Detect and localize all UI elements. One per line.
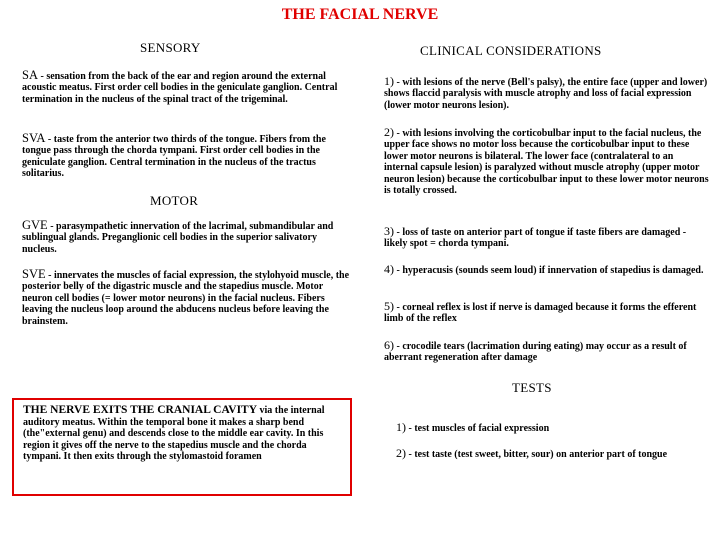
exit-text: via the internal auditory meatus. Within the temporal bone it makes a sharp bend (the"external genu) and descends close to the middle ear cavity. In this region it gives off the nerve to the stapedius muscle and the chorda tympani. It then exits through the stylomastoid foramen [23,405,325,462]
sa-text: - sensation from the back of the ear and region around the external acoustic meatus. First order cell bodies in the geniculate ganglion. Central termination in the nucleus of the spinal tract of the trigeminal. [22,71,338,105]
tests-item-2-num: 2) [396,446,406,460]
clinical-item-5-text: - corneal reflex is lost if nerve is damaged because it forms the efferent limb of the reflex [384,302,697,325]
exit-lead: THE NERVE EXITS THE CRANIAL CAVITY [23,404,258,416]
clinical-item-5 [384,301,709,325]
sensory-heading: SENSORY [140,40,201,55]
clinical-item-6 [384,340,709,364]
clinical-item-3-text: - loss of taste on anterior part of tongue if taste fibers are damaged - likely spot = chorda tympani. [384,227,687,250]
clinical-item-5-num: 5) [384,299,394,313]
clinical-item-6-num: 6) [384,338,394,352]
tests-item-2-text: - test taste (test sweet, bitter, sour) on anterior part of tongue [406,449,668,460]
clinical-heading: CLINICAL CONSIDERATIONS [420,43,602,58]
sa-tag: SA [22,68,38,82]
clinical-item-4-num: 4) [384,262,394,276]
clinical-item-1-num: 1) [384,74,394,88]
sve-block [22,269,352,327]
tests-heading: TESTS [512,380,552,395]
page-title: THE FACIAL NERVE [281,6,439,23]
clinical-item-1 [384,76,709,111]
clinical-item-3 [384,226,709,250]
gve-block [22,220,352,255]
sve-text: - innervates the muscles of facial expression, the stylohyoid muscle, the posterior belly of the digastric muscle and the stapedius muscle. Motor neuron cell bodies (= lower motor neurons) in the facial nucleus. Fibers leaving the nucleus loop around the abducens nucleus before leaving the brainstem. [22,270,350,327]
sve-tag: SVE [22,267,46,281]
sva-text: - taste from the anterior two thirds of the tongue. Fibers from the tongue pass through the chorda tympani. First order cell bodies in the geniculate ganglion. Central termination in the nucleus of the tractus solitarius. [22,134,326,180]
tests-item-1-num: 1) [396,420,406,434]
tests-item-1-text: - test muscles of facial expression [406,423,550,434]
gve-text: - parasympathetic innervation of the lacrimal, submandibular and sublingual glands. Preganglionic cell bodies in the superior salivatory nucleus. [22,221,334,255]
gve-tag: GVE [22,218,48,232]
sva-tag: SVA [22,131,46,145]
sva-block [22,133,352,180]
sa-block [22,70,352,105]
nerve-exit-box [12,398,352,496]
tests-item-1 [396,422,711,434]
clinical-item-6-text: - crocodile tears (lacrimation during eating) may occur as a result of aberrant regeneration after damage [384,341,687,364]
tests-item-2 [396,448,711,460]
clinical-item-2-num: 2) [384,125,394,139]
clinical-item-2 [384,127,709,196]
clinical-item-2-text: - with lesions involving the corticobulbar input to the facial nucleus, the upper face shows no motor loss because the corticobulbar input to these lower motor neurons is bilateral. The lower face (contralateral to an internal capsule lesion) is paralyzed without muscle atrophy (upper motor neuron lesion) because the corticobulbar input to these lower motor neurons is totally crossed. [384,128,709,197]
clinical-item-4-text: - hyperacusis (sounds seem loud) if innervation of stapedius is damaged. [394,265,704,276]
motor-heading: MOTOR [150,193,199,208]
clinical-item-3-num: 3) [384,224,394,238]
clinical-item-1-text: - with lesions of the nerve (Bell's palsy), the entire face (upper and lower) shows flaccid paralysis with muscle atrophy and loss of facial expression (lower motor neurons lesion). [384,77,708,111]
clinical-item-4 [384,264,709,276]
